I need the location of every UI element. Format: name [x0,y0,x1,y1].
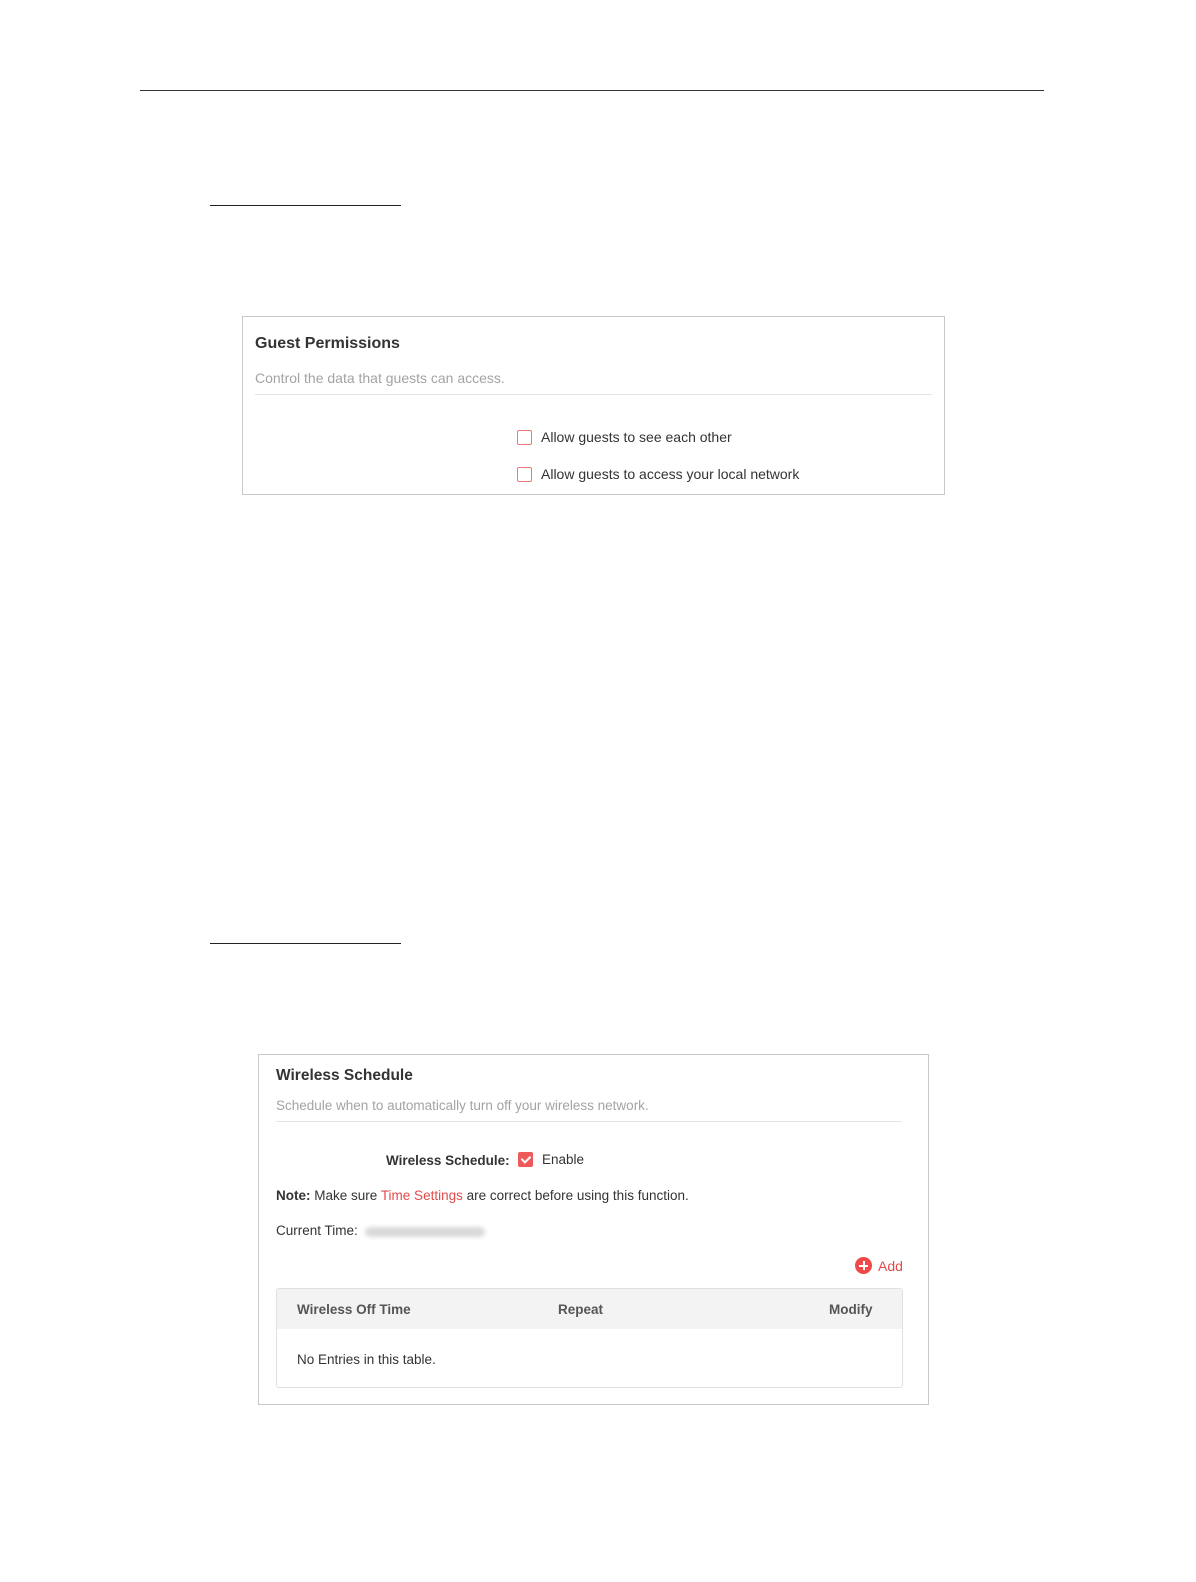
panel-title: Wireless Schedule [276,1067,413,1084]
table-header [277,1289,902,1329]
checkbox-allow-see-each-other[interactable] [517,430,532,445]
plus-circle-icon [855,1257,872,1274]
time-settings-link[interactable]: Time Settings [380,1188,463,1203]
enable-option[interactable] [518,1152,584,1167]
allow-local-network-option[interactable] [517,466,799,482]
panel-title: Guest Permissions [255,335,400,352]
checkbox-label: Enable [542,1152,585,1167]
section-rule-2 [210,943,401,944]
panel-subtitle: Control the data that guests can access. [255,370,505,386]
note-pre: Make sure [314,1188,378,1203]
allow-see-each-other-option[interactable] [517,429,732,445]
checkbox-label: Allow guests to see each other [541,429,732,445]
empty-table-message: No Entries in this table. [297,1352,436,1367]
column-repeat[interactable]: Repeat [558,1302,604,1317]
checkbox-allow-local-network[interactable] [517,467,532,482]
wireless-schedule-panel [258,1054,929,1405]
current-time-label: Current Time: [276,1223,358,1238]
guest-permissions-panel [242,316,945,495]
current-time-value-redacted [365,1227,485,1237]
panel-divider [276,1121,902,1122]
column-modify[interactable]: Modify [829,1302,873,1317]
note-label: Note: [276,1188,311,1203]
note-post: are correct before using this function. [466,1188,689,1203]
panel-divider [255,394,932,395]
note-text [276,1188,689,1203]
checkbox-enable-schedule[interactable] [518,1152,533,1167]
column-wireless-off-time[interactable]: Wireless Off Time [297,1302,411,1317]
add-label: Add [878,1257,903,1274]
checkbox-label: Allow guests to access your local network [541,466,800,482]
add-button[interactable] [855,1257,903,1274]
wireless-schedule-label: Wireless Schedule: [386,1153,510,1168]
schedule-table [276,1288,903,1388]
section-rule-1 [210,205,401,206]
page-header-rule [140,90,1044,91]
panel-subtitle: Schedule when to automatically turn off your wireless network. [276,1098,649,1113]
